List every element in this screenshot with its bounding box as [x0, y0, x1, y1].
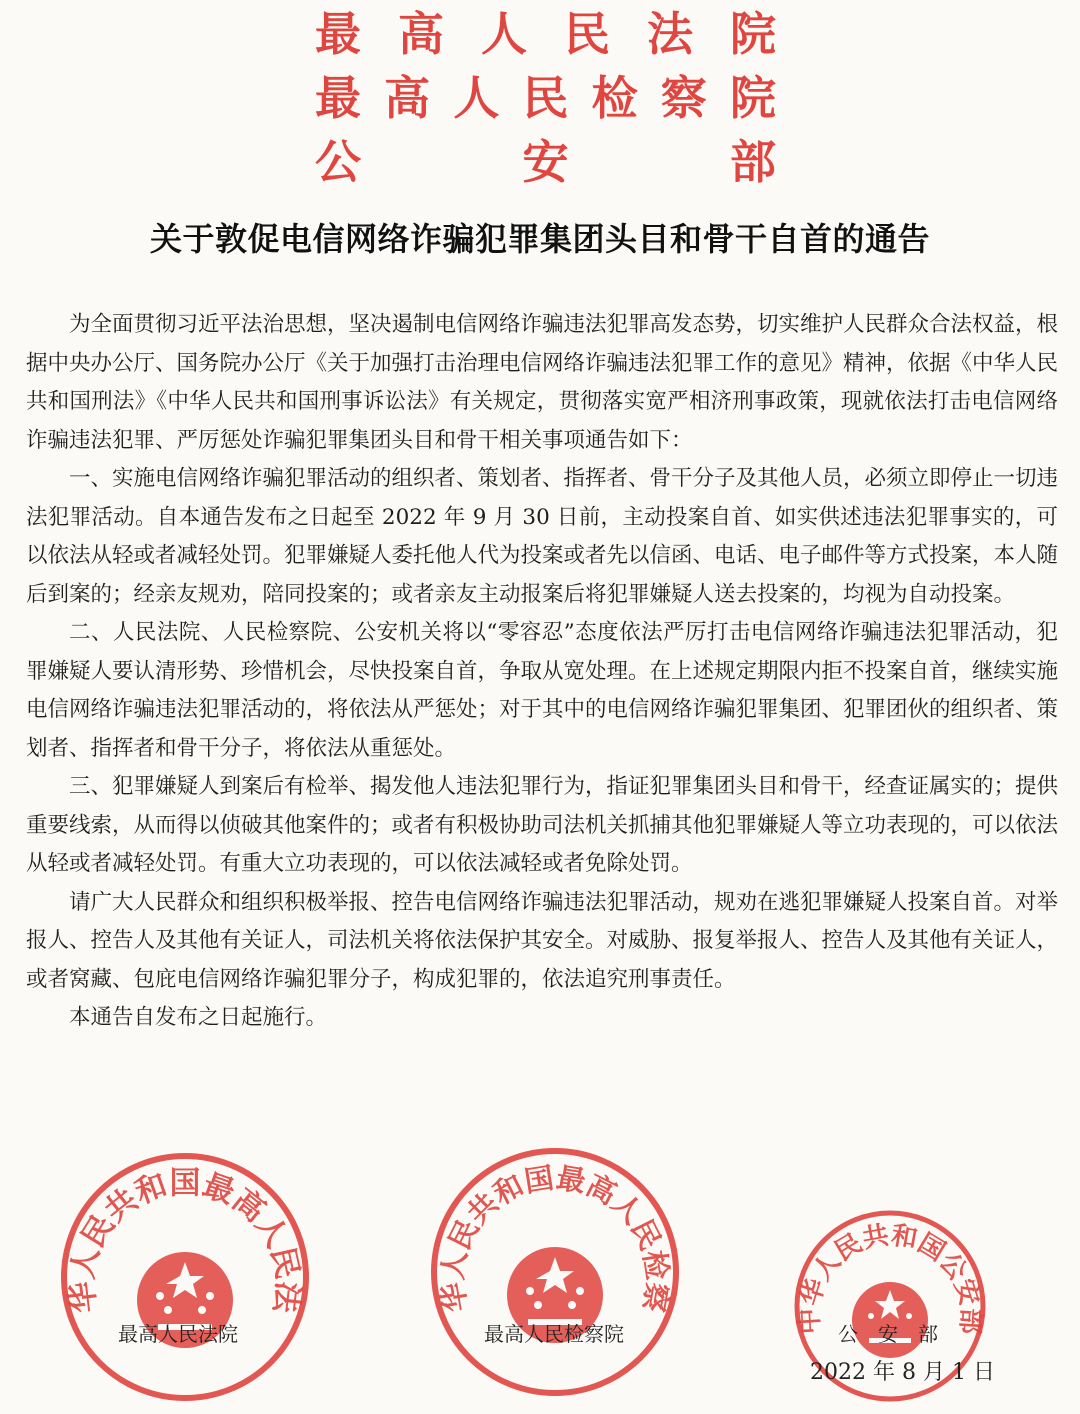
- issuer-char: 院: [729, 71, 776, 125]
- issuer-char: 高: [398, 7, 444, 61]
- issuer-char: 人: [481, 7, 527, 61]
- issuer-char: 部: [730, 135, 776, 189]
- issuing-authorities: [308, 2, 783, 194]
- paragraph-item-2: 二、人民法院、人民检察院、公安机关将以“零容忍”态度依法严厉打击电信网络诈骗违法犯罪活动，犯罪嫌疑人要认清形势、珍惜机会，尽快投案自首，争取从宽处理。在上述规定期限内拒不投案自首，继续实施电信网络诈骗违法犯罪活动的，将依法从严惩处；对于其中的电信网络诈骗犯罪集团、犯罪团伙的组织者、策划者、指挥者和骨干分子，将依法从重惩处。: [26, 620, 1059, 761]
- issuer-char: 民: [522, 71, 569, 125]
- paragraph-effective: 本通告自发布之日起施行。: [69, 1005, 328, 1030]
- issuer-char: 高: [384, 71, 431, 125]
- issuer-supreme-procuratorate: [308, 66, 783, 130]
- paragraph-item-1: 一、实施电信网络诈骗犯罪活动的组织者、策划者、指挥者、骨干分子及其他人员，必须立即停止一切违法犯罪活动。自本通告发布之日起至 2022 年 9 月 30 日前，主动投案自首、如实供述违法犯罪事实的，可以依法从轻或者减轻处罚。犯罪嫌疑人委托他人代为投案或者先以信函、电话、电子邮件等方式投案，本人随后到案的；经亲友规劝，陪同投案的；或者亲友主动报案后将犯罪嫌疑人送去投案的，均视为自动投案。: [26, 466, 1059, 607]
- issuer-public-security: [308, 130, 783, 194]
- document-title: 关于敦促电信网络诈骗犯罪集团头目和骨干自首的通告: [149, 220, 930, 258]
- issuer-char: 检: [591, 71, 638, 125]
- police-seal-text: 中华人民共和国公安部: [794, 1220, 986, 1335]
- issuer-char: 院: [730, 7, 776, 61]
- procuratorate-seal: [413, 1118, 682, 1399]
- issue-date: 2022 年 8 月 1 日: [810, 1360, 995, 1385]
- issuer-char: 最: [315, 71, 361, 125]
- issuer-char: 最: [315, 7, 361, 61]
- issuer-supreme-court: [308, 2, 783, 66]
- signature-procuratorate: 最高人民检察院: [484, 1322, 624, 1346]
- issuer-char: 安: [522, 135, 569, 189]
- document-body: [26, 306, 1058, 1038]
- issuer-char: 法: [647, 7, 693, 61]
- issuer-char: 察: [660, 71, 707, 125]
- procuratorate-seal-text: 中华人民共和国最高人民检察院: [413, 1118, 675, 1315]
- issuer-char: 人: [453, 71, 500, 125]
- paragraph-intro: 为全面贯彻习近平法治思想，坚决遏制电信网络诈骗违法犯罪高发态势，切实维护人民群众合法权益，根据中央办公厅、国务院办公厅《关于加强打击治理电信网络诈骗违法犯罪工作的意见》精神，依据《中华人民共和国刑法》《中华人民共和国刑事诉讼法》有关规定，贯彻落实宽严相济刑事政策，现就依法打击电信网络诈骗违法犯罪、严厉惩处诈骗犯罪集团头目和骨干相关事项通告如下：: [26, 312, 1059, 453]
- court-seal-text: 中华人民共和国最高人民法院: [42, 1122, 306, 1315]
- signature-police: 公 安 部: [838, 1322, 938, 1346]
- issuer-char: 民: [564, 7, 610, 61]
- court-seal: [42, 1122, 312, 1404]
- paragraph-appeal: 请广大人民群众和组织积极举报、控告电信网络诈骗违法犯罪活动，规劝在逃犯罪嫌疑人投案自首。对举报人、控告人及其他有关证人，司法机关将依法保护其安全。对威胁、报复举报人、控告人及其他有关证人，或者窝藏、包庇电信网络诈骗犯罪分子，构成犯罪的，依法追究刑事责任。: [26, 889, 1059, 992]
- issuer-char: 公: [315, 135, 361, 189]
- paragraph-item-3: 三、犯罪嫌疑人到案后有检举、揭发他人违法犯罪行为，指证犯罪集团头目和骨干，经查证属实的；提供重要线索，从而得以侦破其他案件的；或者有积极协助司法机关抓捕其他犯罪嫌疑人等立功表现的，可以依法从轻或者减轻处罚。有重大立功表现的，可以依法减轻或者免除处罚。: [26, 774, 1059, 876]
- signature-court: 最高人民法院: [118, 1322, 238, 1346]
